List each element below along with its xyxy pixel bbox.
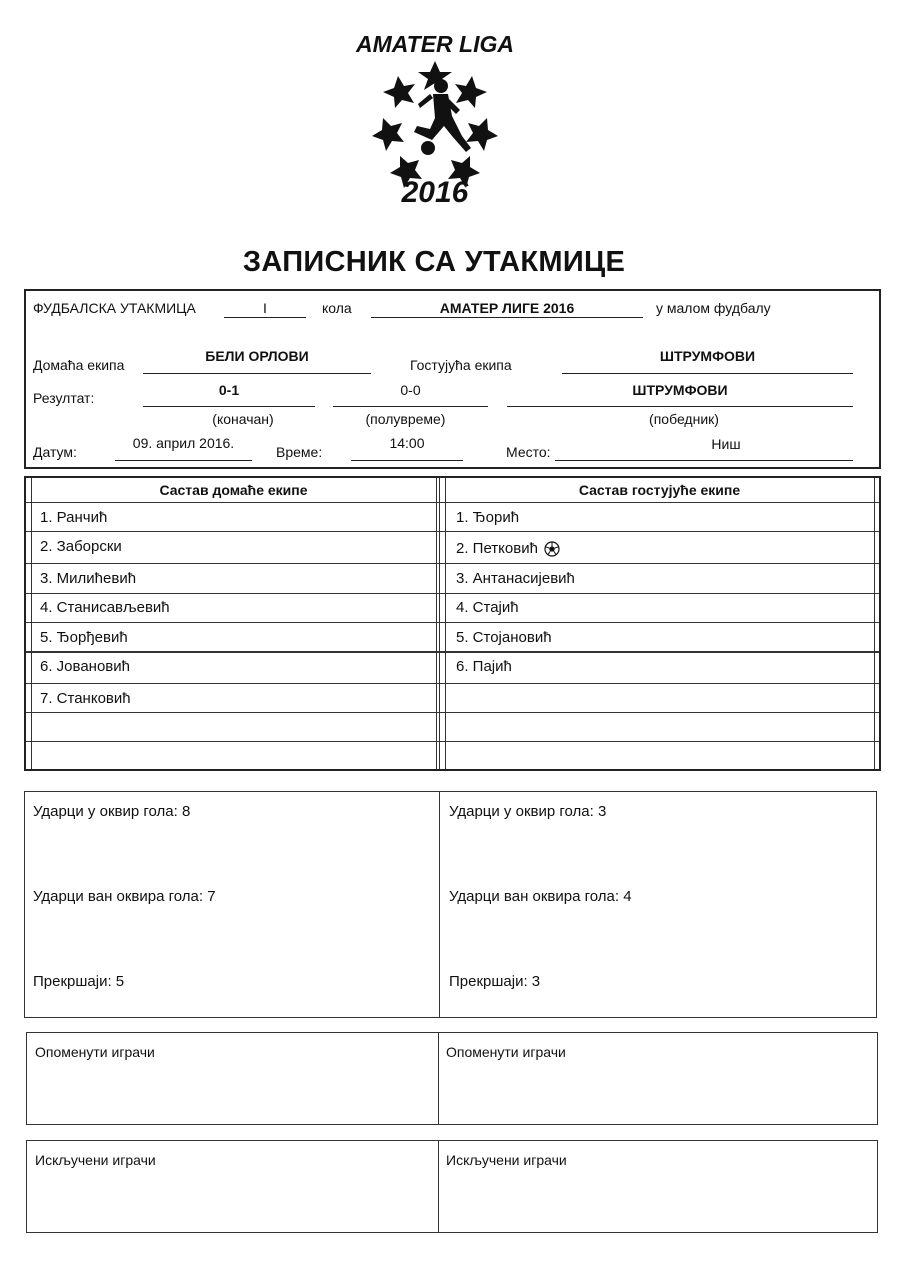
- home-player-row[interactable]: 4. Станисављевић: [40, 599, 170, 616]
- round-field[interactable]: I: [224, 300, 306, 318]
- cautioned-box: [26, 1032, 878, 1125]
- away-player-row[interactable]: 6. Пајић: [456, 658, 512, 675]
- half-score-field[interactable]: 0-0: [333, 382, 488, 407]
- place-field[interactable]: Ниш: [711, 436, 741, 452]
- logo-top-text: AMATER LIGA: [355, 31, 515, 57]
- home-player-row[interactable]: 7. Станковић: [40, 690, 131, 707]
- away-cautioned-label[interactable]: Опоменути играчи: [446, 1044, 566, 1060]
- sent-off-box: [26, 1140, 878, 1233]
- sport-label: у малом фудбалу: [656, 300, 771, 316]
- home-team-field[interactable]: БЕЛИ ОРЛОВИ: [143, 348, 371, 374]
- time-field[interactable]: 14:00: [351, 435, 463, 461]
- home-roster-header: Састав домаће екипе: [159, 482, 308, 498]
- date-label: Датум:: [33, 444, 77, 460]
- home-team-label: Домаћа екипа: [33, 357, 125, 373]
- away-player-row[interactable]: [442, 713, 862, 742]
- away-player-row[interactable]: 1. Ђорић: [456, 509, 520, 526]
- final-caption: (коначан): [212, 411, 274, 427]
- time-label: Време:: [276, 444, 323, 460]
- away-shots-on-target[interactable]: Ударци у оквир гола: 3: [449, 803, 607, 820]
- home-player-row[interactable]: 3. Милићевић: [40, 570, 137, 587]
- home-shots-on-target[interactable]: Ударци у оквир гола: 8: [33, 803, 191, 820]
- place-label: Место:: [506, 444, 551, 460]
- home-player-row[interactable]: 6. Јовановић: [40, 658, 130, 675]
- home-cautioned-label[interactable]: Опоменути играчи: [35, 1044, 155, 1060]
- home-player-row[interactable]: [26, 742, 431, 771]
- final-score-field[interactable]: 0-1: [143, 382, 315, 407]
- home-player-row[interactable]: 2. Заборски: [40, 538, 122, 555]
- winner-caption: (победник): [649, 411, 719, 427]
- away-team-field[interactable]: ШТРУМФОВИ: [562, 348, 853, 374]
- away-fouls[interactable]: Прекршаји: 3: [449, 973, 541, 990]
- away-shots-off-target[interactable]: Ударци ван оквира гола: 4: [449, 888, 632, 905]
- home-player-row[interactable]: 1. Ранчић: [40, 509, 108, 526]
- home-player-row[interactable]: 5. Ђорђевић: [40, 629, 128, 646]
- league-logo: [340, 28, 530, 213]
- soccer-ball-icon: [544, 541, 560, 557]
- page-title: ЗАПИСНИК СА УТАКМИЦЕ: [242, 246, 626, 278]
- match-label: ФУДБАЛСКА УТАКМИЦА: [33, 300, 196, 316]
- round-label: кола: [322, 300, 352, 316]
- home-sent-off-label[interactable]: Искључени играчи: [35, 1152, 156, 1168]
- place-underline: [555, 460, 853, 461]
- away-team-label: Гостујућа екипа: [410, 357, 512, 373]
- stats-box: [24, 791, 877, 1018]
- home-fouls[interactable]: Прекршаји: 5: [33, 973, 125, 990]
- home-shots-off-target[interactable]: Ударци ван оквира гола: 7: [33, 888, 216, 905]
- away-player-row[interactable]: 3. Антанасијевић: [456, 570, 575, 587]
- date-field[interactable]: 09. април 2016.: [115, 435, 252, 461]
- half-caption: (полувреме): [365, 411, 446, 427]
- roster-table: [24, 476, 881, 771]
- away-player-row[interactable]: [442, 534, 862, 563]
- home-player-row[interactable]: [26, 713, 431, 742]
- away-player-row[interactable]: [442, 684, 862, 713]
- away-player-row[interactable]: [442, 742, 862, 771]
- away-roster-header: Састав гостујуће екипе: [578, 482, 741, 498]
- away-player-row[interactable]: 4. Стајић: [456, 599, 519, 616]
- away-player-name: 2. Петковић: [456, 540, 538, 557]
- winner-field[interactable]: ШТРУМФОВИ: [507, 382, 853, 407]
- league-field[interactable]: АМАТЕР ЛИГЕ 2016: [371, 300, 643, 318]
- away-player-row[interactable]: 5. Стојановић: [456, 629, 552, 646]
- logo-year: 2016: [401, 176, 469, 209]
- away-sent-off-label[interactable]: Искључени играчи: [446, 1152, 567, 1168]
- result-label: Резултат:: [33, 390, 95, 406]
